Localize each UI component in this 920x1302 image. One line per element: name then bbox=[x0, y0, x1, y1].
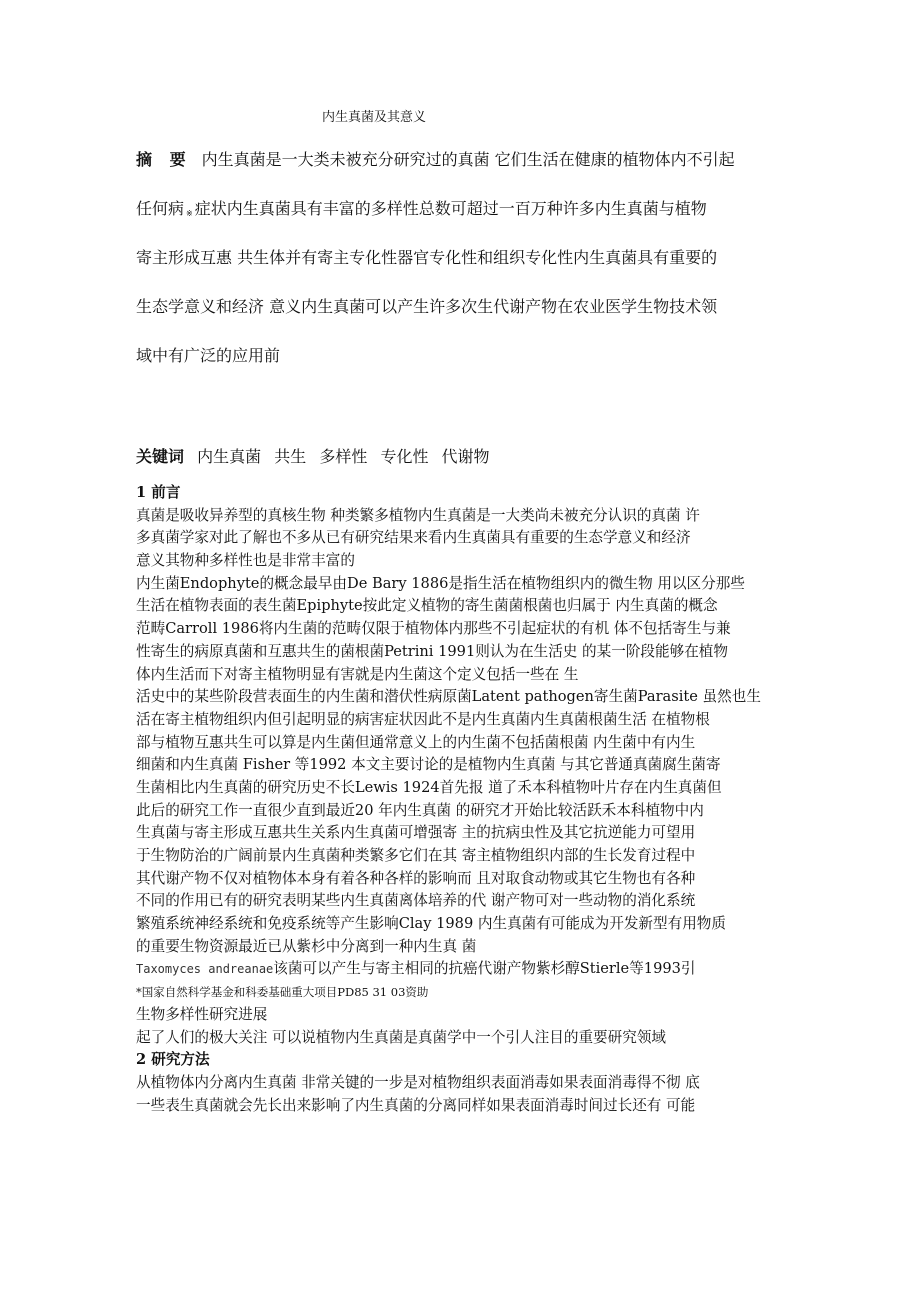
abstract-label: 摘 要 bbox=[136, 150, 192, 169]
body-line: 活史中的某些阶段营表面生的内生菌和潜伏性病原菌Latent pathogen寄生菌Parasite 虽然也生 bbox=[136, 688, 761, 706]
body-line: 生活在植物表面的表生菌Epiphyte按此定义植物的寄生菌菌根菌也归属于 内生真菌的概念 bbox=[136, 597, 718, 615]
species-name: Taxomyces andreanae bbox=[136, 962, 274, 977]
footnote: *国家自然科学基金和科委基础重大项目PD85 31 03资助 bbox=[136, 985, 429, 1000]
keyword: 专化性 bbox=[380, 447, 429, 466]
body-line: 的重要生物资源最近已从紫杉中分离到一种内生真 菌 bbox=[136, 937, 477, 955]
abstract-line: 域中有广泛的应用前 bbox=[136, 346, 281, 365]
body-line: 性寄生的病原真菌和互惠共生的菌根菌Petrini 1991则认为在生活史 的某一阶段能够在植物 bbox=[136, 642, 728, 660]
body-line: 一些表生真菌就会先长出来影响了内生真菌的分离同样如果表面消毒时间过长还有 可能 bbox=[136, 1096, 696, 1114]
body-text-span: 该菌可以产生与寄主相同的抗癌代谢产物紫杉醇Stierle等1993引 bbox=[273, 960, 696, 978]
body-line: 生真菌与寄主形成互惠共生关系内生真菌可增强寄 主的抗病虫性及其它抗逆能力可望用 bbox=[136, 824, 696, 842]
body-line: 生物多样性研究进展 bbox=[136, 1005, 268, 1023]
keyword: 共生 bbox=[274, 447, 307, 466]
keywords-label: 关键词 bbox=[136, 447, 185, 466]
body-line: 意义其物种多样性也是非常丰富的 bbox=[136, 552, 355, 570]
keyword: 代谢物 bbox=[441, 447, 490, 466]
keyword: 内生真菌 bbox=[197, 447, 262, 466]
body-text bbox=[136, 482, 786, 1117]
body-line: 多真菌学家对此了解也不多从已有研究结果来看内生真菌具有重要的生态学意义和经济 bbox=[136, 529, 691, 547]
body-line: 活在寄主植物组织内但引起明显的病害症状因此不是内生真菌内生真菌根菌生活 在植物根 bbox=[136, 710, 710, 728]
body-line: 于生物防治的广阔前景内生真菌种类繁多它们在其 寄主植物组织内部的生长发育过程中 bbox=[136, 847, 696, 864]
abstract-line bbox=[136, 148, 786, 197]
abstract-text: 症状内生真菌具有丰富的多样性总数可超过一百万种许多内生真菌与植物 bbox=[194, 199, 707, 218]
abstract-text: 任何病 bbox=[136, 199, 185, 218]
body-line: 不同的作用已有的研究表明某些内生真菌离体培养的代 谢产物可对一些动物的消化系统 bbox=[136, 892, 696, 910]
page-title: 内生真菌及其意义 bbox=[322, 110, 427, 125]
body-line: 部与植物互惠共生可以算是内生菌但通常意义上的内生菌不包括菌根菌 内生菌中有内生 bbox=[136, 733, 696, 751]
body-line: 细菌和内生真菌 Fisher 等1992 本文主要讨论的是植物内生真菌 与其它普通真菌腐生菌寄 bbox=[136, 756, 721, 774]
reference-mark-icon: ※ bbox=[186, 209, 193, 218]
body-line: 从植物体内分离内生真菌 非常关键的一步是对植物组织表面消毒如果表面消毒得不彻 底 bbox=[136, 1073, 700, 1091]
body-line: 此后的研究工作一直很少直到最近20 年内生真菌 的研究才开始比较活跃禾本科植物中内 bbox=[136, 801, 704, 819]
abstract-text: 内生真菌是一大类未被充分研究过的真菌 它们生活在健康的植物体内不引起 bbox=[201, 150, 735, 169]
body-line: 体内生活而下对寄主植物明显有害就是内生菌这个定义包括一些在 生 bbox=[136, 665, 579, 683]
body-line: 范畴Carroll 1986将内生菌的范畴仅限于植物体内那些不引起症状的有机 体不包括寄生与兼 bbox=[136, 620, 731, 638]
section-heading: 2 研究方法 bbox=[136, 1051, 210, 1069]
abstract-line: 寄主形成互惠 共生体并有寄主专化性器官专化性和组织专化性内生真菌具有重要的 bbox=[136, 248, 718, 267]
body-line: 起了人们的极大关注 可以说植物内生真菌是真菌学中一个引人注目的重要研究领域 bbox=[136, 1028, 667, 1046]
abstract-line bbox=[136, 197, 786, 246]
section-heading: 1 前言 bbox=[136, 484, 181, 501]
keyword: 多样性 bbox=[319, 447, 368, 466]
abstract bbox=[136, 148, 786, 393]
body-line: 生菌相比内生真菌的研究历史不长Lewis 1924首先报 道了禾本科植物叶片存在内生真菌但 bbox=[136, 778, 722, 796]
body-line: 繁殖系统神经系统和免疫系统等产生影响Clay 1989 内生真菌有可能成为开发新型有用物质 bbox=[136, 915, 726, 933]
keywords bbox=[136, 444, 498, 467]
body-line: 其代谢产物不仅对植物体本身有着各种各样的影响而 且对取食动物或其它生物也有各种 bbox=[136, 869, 696, 887]
body-line bbox=[136, 958, 786, 981]
body-line: 内生菌Endophyte的概念最早由De Bary 1886是指生活在植物组织内的微生物 用以区分那些 bbox=[136, 574, 745, 592]
body-line: 真菌是吸收异养型的真核生物 种类繁多植物内生真菌是一大类尚未被充分认识的真菌 许 bbox=[136, 506, 700, 524]
abstract-line: 生态学意义和经济 意义内生真菌可以产生许多次生代谢产物在农业医学生物技术领 bbox=[136, 297, 718, 316]
